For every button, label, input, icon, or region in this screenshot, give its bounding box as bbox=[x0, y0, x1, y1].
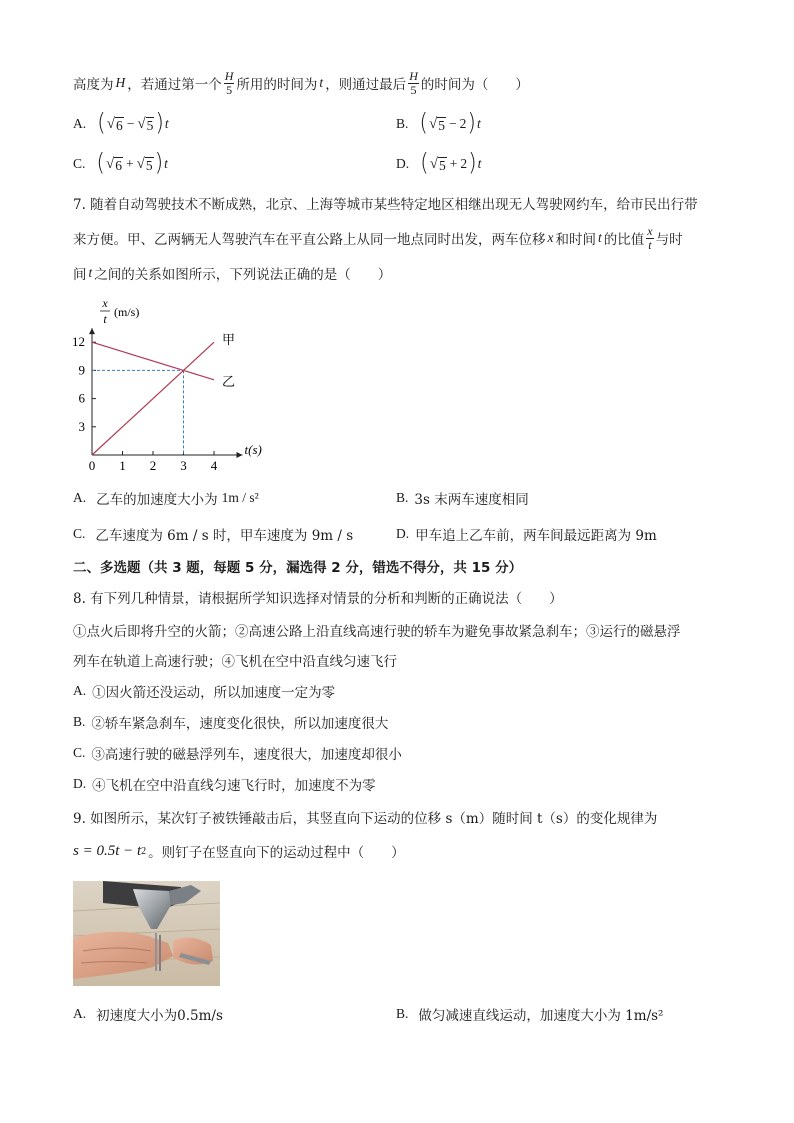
y-label-denominator: t bbox=[103, 312, 107, 326]
q8-option-d[interactable]: D. ④飞机在空中沿直线匀速飞行时，加速度不为零 bbox=[73, 776, 376, 794]
fraction-h-over-5-last: $\frac{H}{5}$ bbox=[409, 68, 418, 97]
sqrt-symbol: √ 5 bbox=[136, 155, 153, 173]
y-tick-label: 3 bbox=[78, 418, 85, 434]
series-label-jia: 甲 bbox=[222, 333, 236, 349]
hammer-nail-photo bbox=[73, 881, 220, 986]
x-label: t(s) bbox=[244, 442, 262, 457]
sqrt-symbol: √ 6 bbox=[106, 115, 123, 133]
x-tick-label: 4 bbox=[210, 458, 218, 473]
q8-option-c[interactable]: C. ③高速行驶的磁悬浮列车，速度很大，加速度却很小 bbox=[73, 745, 402, 763]
q7-line-3: 间 t 之间的关系如图所示，下列说法正确的是（ ） bbox=[73, 265, 392, 283]
q6-option-d[interactable]: D. ( √ 5 + 2 ) t bbox=[396, 149, 482, 178]
sqrt-symbol: √ 5 bbox=[428, 115, 445, 133]
y-tick-label: 9 bbox=[78, 362, 85, 378]
q7-option-b[interactable]: B. 3s 末两车速度相同 bbox=[396, 490, 529, 508]
series-line-jia bbox=[92, 342, 214, 455]
q7-line-2: 来方便。甲、乙两辆无人驾驶汽车在平直公路上从同一地点同时出发，两车位移 x 和时间 t 的比值 $\frac{x}{t}$ 与时 bbox=[73, 223, 683, 252]
x-tick-label: 3 bbox=[180, 458, 187, 473]
x-tick-label: 1 bbox=[119, 458, 126, 473]
q7-line-1: 7. 随着自动驾驶技术不断成熟，北京、上海等城市某些特定地区相继出现无人驾驶网约车，给市民出行带 bbox=[73, 197, 698, 213]
sqrt-symbol: √ 6 bbox=[105, 155, 122, 173]
q7-option-d[interactable]: D. 甲车追上乙车前，两车间最远距离为 9m bbox=[396, 526, 657, 544]
q9-line-2: s = 0.5t − t 2 。则钉子在竖直向下的运动过程中（ ） bbox=[73, 842, 405, 861]
q6-option-a[interactable]: A. ( √ 6 − √ 5 ) t bbox=[73, 109, 169, 138]
q6-option-b[interactable]: B. ( √ 5 − 2 ) t bbox=[396, 109, 481, 138]
y-tick-label: 12 bbox=[72, 334, 85, 350]
q7-option-a[interactable]: A. 乙车的加速度大小为 1m / s² bbox=[73, 490, 259, 508]
y-tick-label: 6 bbox=[78, 390, 85, 406]
q8-option-a[interactable]: A. ①因火箭还没运动，所以加速度一定为零 bbox=[73, 683, 336, 701]
q8-scenario-line-2: 列车在轨道上高速行驶；④飞机在空中沿直线匀速飞行 bbox=[73, 654, 397, 670]
y-label-numerator: x bbox=[102, 296, 108, 310]
q6-option-c[interactable]: C. ( √ 6 + √ 5 ) t bbox=[73, 149, 168, 178]
fraction-h-over-5: $\frac{H}{5}$ bbox=[224, 68, 234, 97]
origin-label: 0 bbox=[88, 458, 96, 473]
q9-option-b[interactable]: B. 做匀减速直线运动，加速度大小为 1m/s² bbox=[396, 1006, 664, 1024]
q7-option-c[interactable]: C. 乙车速度为 6m / s 时，甲车速度为 9m / s bbox=[73, 526, 354, 544]
sqrt-symbol: √ 5 bbox=[137, 115, 154, 133]
q8-scenario-line-1: ①点火后即将升空的火箭；②高速公路上沿直线高速行驶的轿车为避免事故紧急刹车；③运行的磁悬浮 bbox=[73, 624, 681, 640]
fraction-x-over-t: $\frac{x}{t}$ bbox=[647, 223, 653, 252]
hammer-nail-illustration bbox=[73, 881, 220, 986]
y-axis-arrow bbox=[89, 328, 95, 334]
q9-equation: s = 0.5t − t bbox=[73, 842, 142, 859]
y-label-unit: (m/s) bbox=[114, 305, 140, 319]
q9-line-1: 9. 如图所示，某次钉子被铁锤敲击后，其竖直向下运动的位移 s（m）随时间 t（s）的变化规律为 bbox=[73, 811, 658, 827]
q8-stem: 8. 有下列几种情景，请根据所学知识选择对情景的分析和判断的正确说法（ ） bbox=[73, 591, 563, 607]
q9-option-a[interactable]: A. 初速度大小为0.5m/s bbox=[73, 1006, 223, 1024]
x-axis-arrow bbox=[237, 452, 243, 458]
q6-stem: 高度为 H ，若通过第一个 $\frac{H}{5}$ 所用的时间为 t ，则通过最后 $\frac{H}{5}$ 的时间为（ ） bbox=[73, 68, 529, 97]
velocity-time-ratio-chart bbox=[60, 295, 290, 475]
series-label-yi: 乙 bbox=[222, 374, 236, 390]
sqrt-symbol: √ 5 bbox=[429, 155, 446, 173]
x-tick-label: 2 bbox=[149, 458, 157, 473]
section-2-heading: 二、多选题（共 3 题，每题 5 分，漏选得 2 分，错选不得分，共 15 分） bbox=[73, 560, 523, 576]
q8-option-b[interactable]: B. ②轿车紧急刹车，速度变化很快，所以加速度很大 bbox=[73, 714, 389, 732]
series-line-yi bbox=[92, 342, 214, 380]
